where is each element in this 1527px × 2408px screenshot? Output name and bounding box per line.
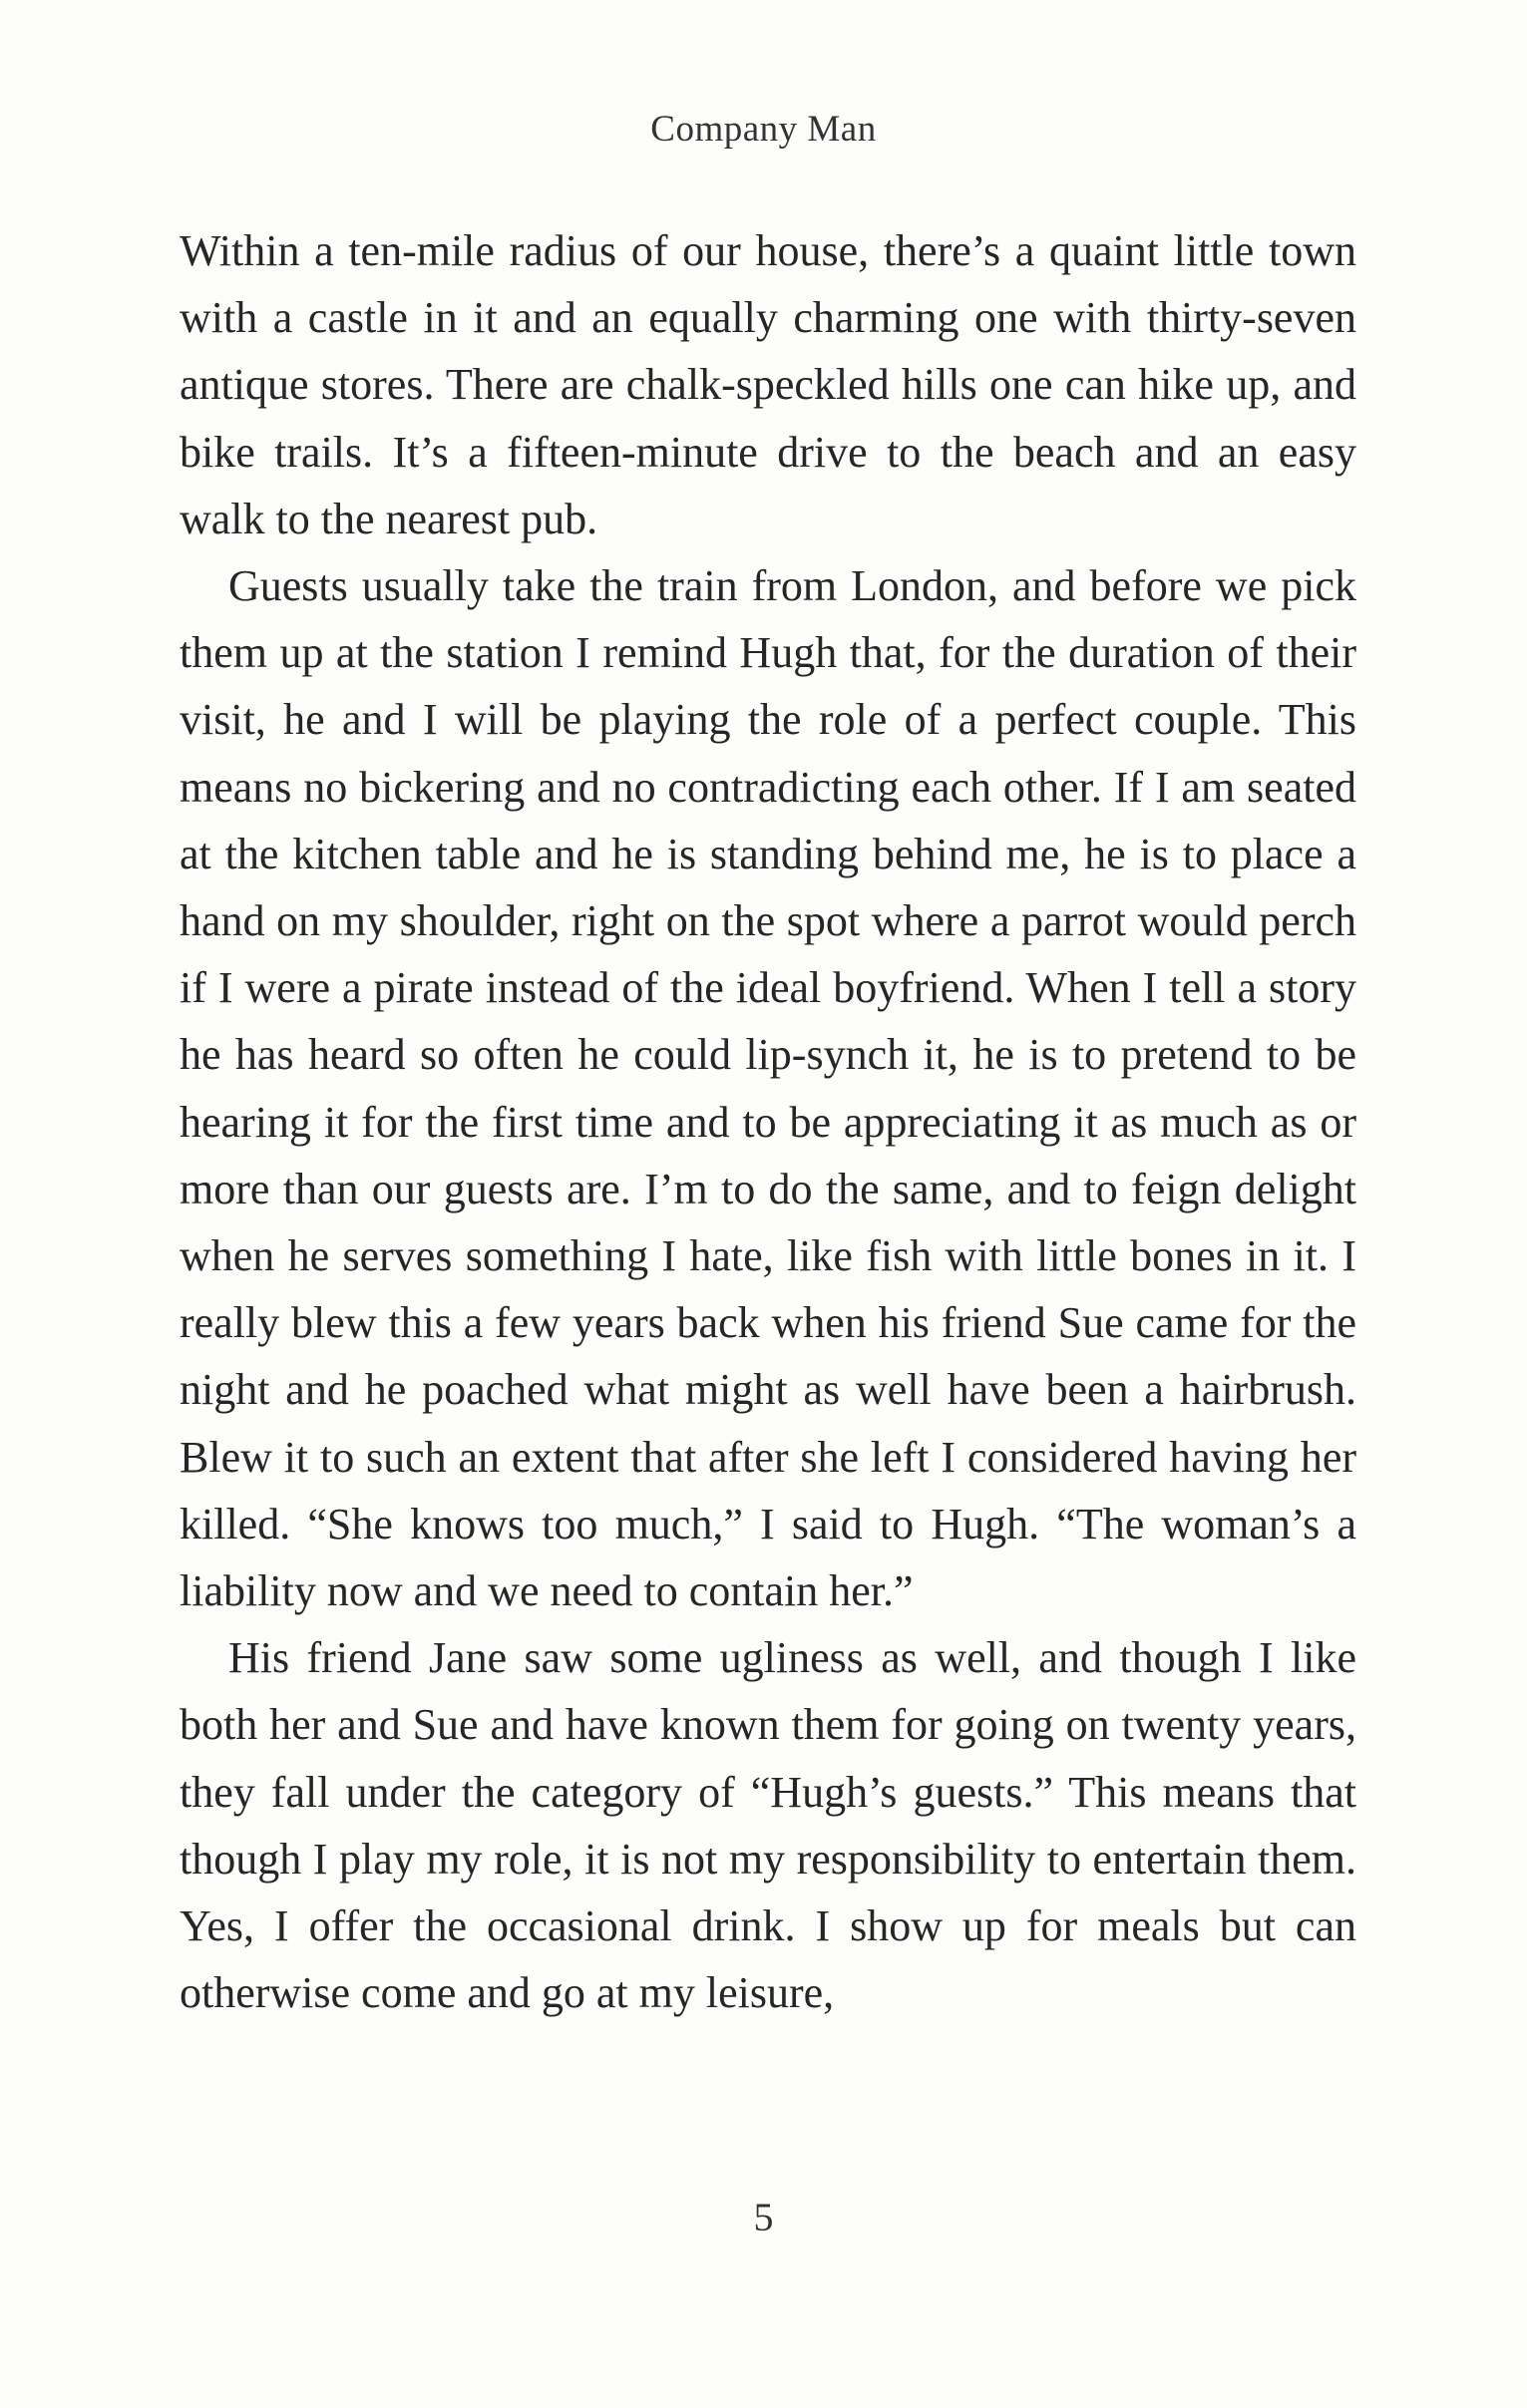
paragraph-1: Within a ten-mile radius of our house, there’s a quaint little town with a castle in it and an equally charming one with thirty-seven antique stores. There are chalk-speckled hills one can hike up, and bike trails. It’s a fifteen-minute drive to the beach and an easy walk to the nearest pub.	[180, 226, 1356, 543]
page-number: 5	[753, 2195, 774, 2239]
body-text	[180, 217, 1356, 2026]
paragraph-2: Guests usually take the train from London, and before we pick them up at the station I remind Hugh that, for the duration of their visit, he and I will be playing the role of a perfect couple. This means no bickering and no contradicting each other. If I am seated at the kitchen table and he is standing behind me, he is to place a hand on my shoulder, right on the spot where a parrot would perch if I were a pirate instead of the ideal boyfriend. When I tell a story he has heard so often he could lip-synch it, he is to pretend to be hearing it for the first time and to be appreciating it as much as or more than our guests are. I’m to do the same, and to feign delight when he serves something I hate, like fish with little bones in it. I really blew this a few years back when his friend Sue came for the night and he poached what might as well have been a hairbrush. Blew it to such an extent that after she left I considered having her killed. “She knows too much,” I said to Hugh. “The woman’s a liability now and we need to contain her.”	[180, 561, 1356, 1616]
running-head: Company Man	[650, 109, 877, 150]
paragraph-3: His friend Jane saw some ugliness as well, and though I like both her and Sue and have known them for going on twenty years, they fall under the category of “Hugh’s guests.” This means that though I play my role, it is not my responsibility to entertain them. Yes, I offer the occasional drink. I show up for meals but can otherwise come and go at my leisure,	[180, 1633, 1356, 2018]
